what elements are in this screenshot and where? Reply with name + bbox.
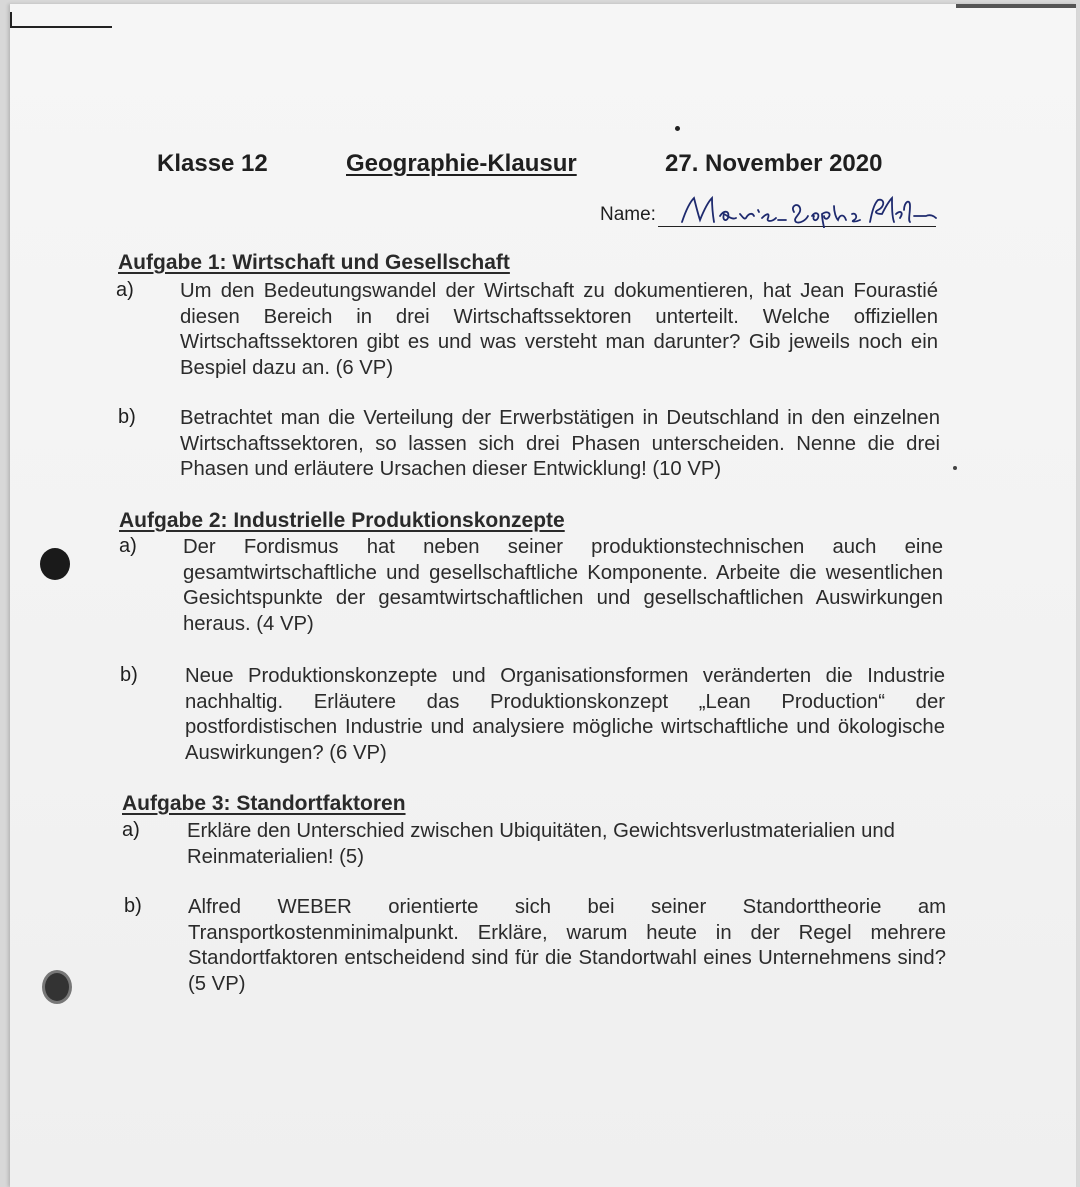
task-1b-label: b) bbox=[118, 406, 136, 428]
task-1b-text: Betrachtet man die Verteilung der Erwerbstätigen in Deutschland in den einzelnen Wirtschaftssektoren, so lassen sich drei Phasen unterscheiden. Nenne die drei Phasen und erläutere Ursachen dieser Entwicklung! (10 VP) bbox=[180, 407, 940, 480]
name-field bbox=[600, 192, 940, 230]
task-3b-text: Alfred WEBER orientierte sich bei seiner Standorttheorie am Transportkostenminimalpunkt. Erkläre, warum heute in der Regel mehrere Standortfaktoren entscheidend sind für die Standortwahl eines Unternehmens sind? (5 VP) bbox=[188, 896, 946, 995]
ink-dot bbox=[675, 126, 680, 131]
corner-mark bbox=[10, 12, 112, 28]
punch-hole bbox=[42, 970, 72, 1004]
paper-edge bbox=[956, 4, 1076, 8]
punch-hole bbox=[40, 548, 70, 580]
task-2b-text: Neue Produktionskonzepte und Organisationsformen veränderten die Industrie nachhaltig. Erläutere das Produktionskonzept „Lean Production“ der postfordistischen Industrie und analysiere mögliche wirtschaftliche und ökologische Auswirkungen? (6 VP) bbox=[185, 665, 945, 764]
task-2a-label: a) bbox=[119, 535, 137, 557]
task-3b-label: b) bbox=[124, 895, 142, 917]
task-1a-text: Um den Bedeutungswandel der Wirtschaft zu dokumentieren, hat Jean Fourastié diesen Bereich in drei Wirtschaftssektoren unterteilt. Welche offiziellen Wirtschaftssektoren gibt es und was versteht man darunter? Gib jeweils noch ein Bespiel dazu an. (6 VP) bbox=[180, 280, 938, 379]
task-2-title: Aufgabe 2: Industrielle Produktionskonzepte bbox=[119, 509, 565, 532]
task-3a-label: a) bbox=[122, 819, 140, 841]
ink-dot bbox=[953, 466, 957, 470]
exam-date: 27. November 2020 bbox=[665, 150, 883, 177]
task-1a-label: a) bbox=[116, 279, 134, 301]
class-label: Klasse 12 bbox=[157, 150, 268, 177]
name-label: Name: bbox=[600, 204, 656, 225]
exam-title: Geographie-Klausur bbox=[346, 150, 577, 177]
handwritten-signature bbox=[678, 192, 938, 228]
task-1-title: Aufgabe 1: Wirtschaft und Gesellschaft bbox=[118, 251, 510, 274]
task-2b-label: b) bbox=[120, 664, 138, 686]
exam-header bbox=[0, 148, 1080, 182]
task-3a-text: Erkläre den Unterschied zwischen Ubiquitäten, Gewichtsverlustmaterialien und Reinmaterialien! (5) bbox=[187, 820, 895, 868]
task-2a-text: Der Fordismus hat neben seiner produktionstechnischen auch eine gesamtwirtschaftliche und gesellschaftliche Komponente. Arbeite die wesentlichen Gesichtspunkte der gesamtwirtschaftlichen und gesellschaftlichen Auswirkungen heraus. (4 VP) bbox=[183, 536, 943, 635]
task-3-title: Aufgabe 3: Standortfaktoren bbox=[122, 792, 406, 815]
